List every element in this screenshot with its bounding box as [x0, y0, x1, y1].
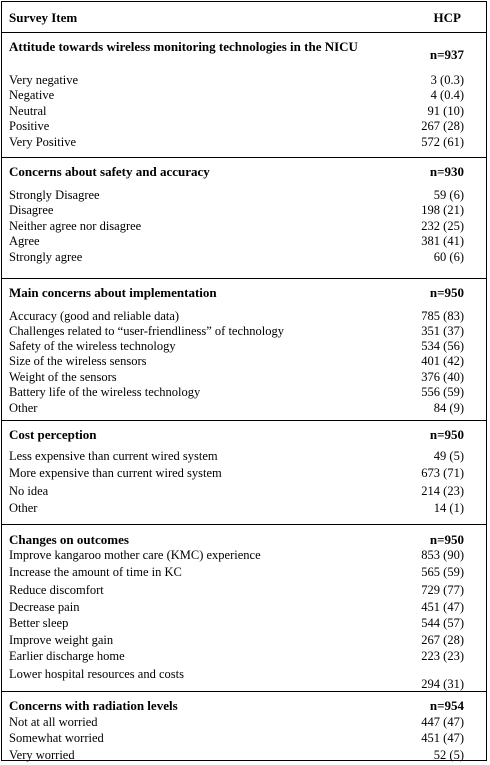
row-value: 544 (57): [421, 616, 464, 630]
row-label: Safety of the wireless technology: [9, 339, 176, 353]
section-title: Main concerns about implementation: [9, 285, 217, 300]
section-n: n=930: [429, 164, 464, 179]
row-value: 451 (47): [421, 731, 464, 745]
row-label: Agree: [9, 234, 40, 248]
section-divider: [2, 420, 486, 421]
row-label: Positive: [9, 119, 50, 133]
row-value: 223 (23): [421, 649, 464, 663]
row-label: Disagree: [9, 203, 54, 217]
row-value: 4 (0.4): [430, 88, 464, 102]
section-divider: [2, 157, 486, 158]
row-label: Size of the wireless sensors: [9, 354, 147, 368]
row-label: Better sleep: [9, 616, 69, 630]
row-value: 91 (10): [427, 104, 464, 118]
row-label: Earlier discharge home: [9, 649, 125, 663]
row-label: Decrease pain: [9, 600, 80, 614]
row-value: 49 (5): [433, 449, 464, 463]
section-title: Concerns about safety and accuracy: [9, 164, 210, 179]
row-value: 198 (21): [421, 203, 464, 217]
section-title: Cost perception: [9, 427, 97, 442]
section-divider: [2, 691, 486, 692]
row-value: 294 (31): [421, 677, 464, 691]
row-label: Increase the amount of time in KC: [9, 565, 182, 579]
section-n: n=954: [429, 698, 464, 713]
table-header: [2, 2, 486, 33]
row-value: 3 (0.3): [430, 73, 464, 87]
row-label: Very Positive: [9, 135, 77, 149]
row-value: 556 (59): [421, 385, 464, 399]
row-label: Not at all worried: [9, 715, 98, 729]
row-value: 401 (42): [421, 354, 464, 368]
row-label: Neither agree nor disagree: [9, 219, 142, 233]
section-n: n=937: [429, 47, 464, 62]
row-value: 60 (6): [433, 250, 464, 264]
row-label: Battery life of the wireless technology: [9, 385, 201, 399]
section-divider: [2, 524, 486, 525]
row-value: 729 (77): [421, 583, 464, 597]
row-value: 785 (83): [421, 309, 464, 323]
row-label: Improve kangaroo mother care (KMC) experience: [9, 548, 261, 562]
row-label: Strongly agree: [9, 250, 83, 264]
row-value: 232 (25): [421, 219, 464, 233]
row-label: Improve weight gain: [9, 633, 114, 647]
section-title: Attitude towards wireless monitoring technologies in the NICU: [9, 39, 358, 54]
row-label: Challenges related to “user-friendliness” of technology: [9, 324, 284, 338]
row-value: 376 (40): [421, 370, 464, 384]
row-label: Negative: [9, 88, 55, 102]
row-label: No idea: [9, 484, 49, 498]
row-value: 572 (61): [421, 135, 464, 149]
row-label: More expensive than current wired system: [9, 466, 222, 480]
row-value: 52 (5): [433, 748, 464, 762]
row-label: Somewhat worried: [9, 731, 104, 745]
section-divider: [2, 278, 486, 279]
row-label: Very negative: [9, 73, 79, 87]
row-value: 267 (28): [421, 633, 464, 647]
section-title: Concerns with radiation levels: [9, 698, 178, 713]
row-label: Other: [9, 401, 38, 415]
row-label: Very worried: [9, 748, 75, 762]
row-label: Weight of the sensors: [9, 370, 117, 384]
row-value: 565 (59): [421, 565, 464, 579]
row-value: 853 (90): [421, 548, 464, 562]
row-value: 214 (23): [421, 484, 464, 498]
row-value: 59 (6): [433, 188, 464, 202]
row-value: 381 (41): [421, 234, 464, 248]
row-label: Less expensive than current wired system: [9, 449, 218, 463]
row-label: Accuracy (good and reliable data): [9, 309, 180, 323]
row-value: 84 (9): [433, 401, 464, 415]
header-hcp: HCP: [433, 10, 461, 25]
row-value: 534 (56): [421, 339, 464, 353]
section-n: n=950: [429, 285, 464, 300]
section-title: Changes on outcomes: [9, 532, 129, 547]
row-value: 14 (1): [433, 501, 464, 515]
row-label: Other: [9, 501, 38, 515]
section-n: n=950: [429, 427, 464, 442]
row-label: Lower hospital resources and costs: [9, 667, 184, 681]
section-n: n=950: [429, 532, 464, 547]
row-label: Neutral: [9, 104, 47, 118]
row-value: 451 (47): [421, 600, 464, 614]
header-survey-item: Survey Item: [9, 10, 78, 25]
row-label: Strongly Disagree: [9, 188, 100, 202]
row-label: Reduce discomfort: [9, 583, 104, 597]
row-value: 351 (37): [421, 324, 464, 338]
row-value: 447 (47): [421, 715, 464, 729]
survey-table: [1, 1, 487, 761]
row-value: 267 (28): [421, 119, 464, 133]
row-value: 673 (71): [421, 466, 464, 480]
